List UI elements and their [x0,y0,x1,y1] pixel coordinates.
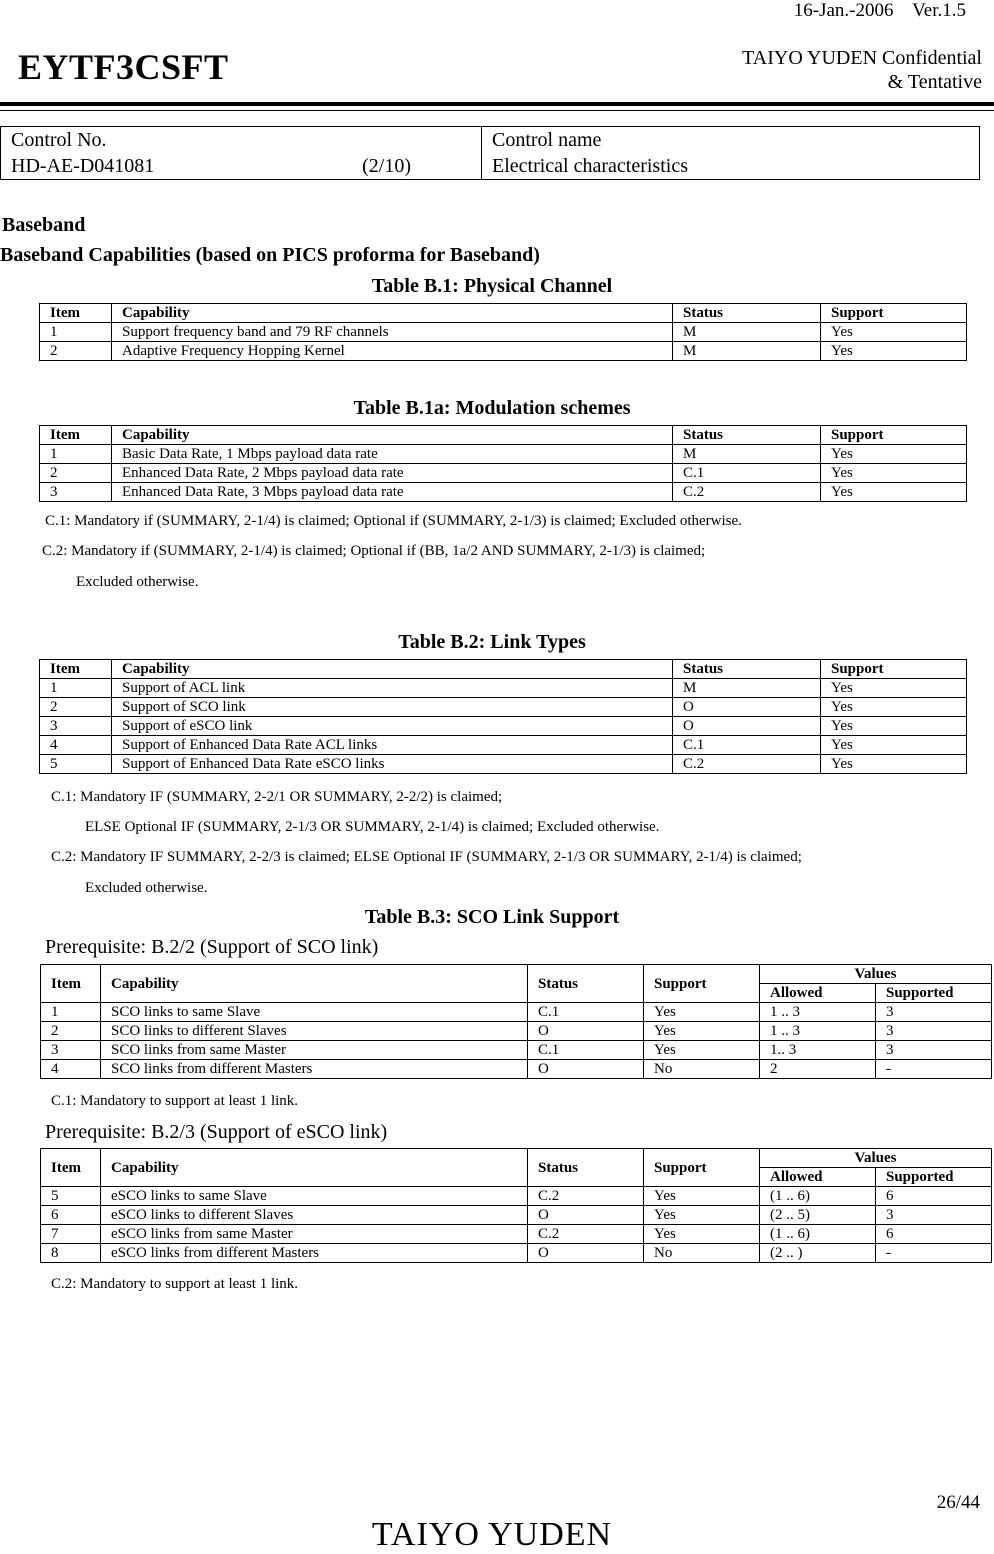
control-name-cell [482,127,980,180]
table-cell: No [644,1244,760,1263]
table-cell: M [673,342,821,361]
table-cell: Yes [821,464,967,483]
header-cell: Support [821,660,967,679]
table-cell: 1 [40,679,112,698]
table-row [40,323,967,342]
table-cell: 6 [876,1187,992,1206]
table-row [41,1244,992,1263]
table-cell: SCO links from same Master [101,1041,528,1060]
table-b1a-title: Table B.1a: Modulation schemes [353,397,631,419]
table-cell: SCO links from different Masters [101,1060,528,1079]
header-cell: Supported [876,984,992,1003]
table-cell: 4 [41,1060,101,1079]
table-cell: Yes [644,1187,760,1206]
table-cell: 1 [40,445,112,464]
table-cell: eSCO links from same Master [101,1225,528,1244]
table-cell: Support of Enhanced Data Rate ACL links [112,736,673,755]
table-cell: 3 [876,1041,992,1060]
table-cell: 1.. 3 [760,1041,876,1060]
header-cell: Allowed [760,984,876,1003]
table-b2-title: Table B.2: Link Types [398,631,586,653]
confidential-line-1: TAIYO YUDEN Confidential [742,47,982,69]
table-cell: 1 .. 3 [760,1022,876,1041]
table-b3-note-c2: C.2: Mandatory to support at least 1 link. [51,1276,299,1292]
table-cell: C.2 [673,483,821,502]
header-cell: Support [821,304,967,323]
header-cell: Values [760,1149,992,1168]
control-number-cell [1,127,482,180]
table-cell: M [673,323,821,342]
control-name-value: Electrical characteristics [492,155,688,177]
table-cell: M [673,679,821,698]
table-cell: 1 .. 3 [760,1003,876,1022]
table-row [41,1187,992,1206]
table-cell: 3 [876,1206,992,1225]
header-cell: Status [673,426,821,445]
header-cell: Capability [101,1149,528,1187]
page-number: 26/44 [936,1492,980,1513]
header-cell: Item [41,1149,101,1187]
table-cell: eSCO links from different Masters [101,1244,528,1263]
table-cell: O [673,698,821,717]
table-cell: Yes [644,1022,760,1041]
footer-company: TAIYO YUDEN [371,1516,613,1553]
confidential-line-2: & Tentative [887,71,982,93]
table-cell: C.2 [528,1225,644,1244]
table-cell: Yes [821,483,967,502]
table-cell: O [528,1022,644,1041]
table-cell: eSCO links to same Slave [101,1187,528,1206]
table-cell: Yes [821,698,967,717]
table-cell: Enhanced Data Rate, 3 Mbps payload data rate [112,483,673,502]
table-b1-title: Table B.1: Physical Channel [371,275,613,297]
header-cell: Support [644,1149,760,1187]
table-cell: 2 [40,698,112,717]
table-cell: 2 [40,464,112,483]
header-cell: Values [760,965,992,984]
table-b3-note-c1: C.1: Mandatory to support at least 1 link. [51,1093,299,1109]
prerequisite-esco: Prerequisite: B.2/3 (Support of eSCO link) [45,1121,388,1143]
table-cell: Yes [821,717,967,736]
table-row [41,1206,992,1225]
table-cell: No [644,1060,760,1079]
table-cell: Adaptive Frequency Hopping Kernel [112,342,673,361]
table-b2-note-c1-cont: ELSE Optional IF (SUMMARY, 2-1/3 OR SUMMARY, 2-1/4) is claimed; Excluded otherwise. [85,819,660,835]
table-cell: - [876,1244,992,1263]
header-cell: Status [673,304,821,323]
table-row [40,736,967,755]
table-cell: Yes [821,445,967,464]
header-cell: Item [40,660,112,679]
header-cell: Capability [112,660,673,679]
table-cell: 2 [40,342,112,361]
table-header-row [40,304,967,323]
table-cell: Basic Data Rate, 1 Mbps payload data rate [112,445,673,464]
table-b1 [39,303,967,361]
header-cell: Item [40,426,112,445]
table-cell: Support of SCO link [112,698,673,717]
table-cell: Support of Enhanced Data Rate eSCO links [112,755,673,774]
table-cell: 3 [40,483,112,502]
section-heading: Baseband [2,214,86,236]
table-cell: (1 .. 6) [760,1187,876,1206]
control-page-fraction: (2/10) [362,155,411,177]
document-id: EYTF3CSFT [18,47,229,87]
table-cell: (2 .. 5) [760,1206,876,1225]
table-cell: 4 [40,736,112,755]
table-cell: M [673,445,821,464]
table-header-row [41,1149,992,1168]
table-cell: O [673,717,821,736]
table-row [40,464,967,483]
table-cell: - [876,1060,992,1079]
table-b1a-note-c2: C.2: Mandatory if (SUMMARY, 2-1/4) is claimed; Optional if (BB, 1a/2 AND SUMMARY, 2-1/3) is claimed; [42,543,706,559]
table-row [41,1041,992,1060]
table-row [40,483,967,502]
table-cell: Yes [644,1206,760,1225]
header-cell: Item [40,304,112,323]
header-cell: Status [528,1149,644,1187]
table-cell: 1 [41,1003,101,1022]
table-cell: Yes [821,755,967,774]
table-b1a-note-c2-cont: Excluded otherwise. [76,574,199,590]
table-cell: 3 [40,717,112,736]
control-no-label: Control No. [11,129,107,151]
table-row [41,1003,992,1022]
control-no-value: HD-AE-D041081 [11,155,155,177]
table-cell: 5 [41,1187,101,1206]
table-cell: Yes [821,323,967,342]
table-cell: 5 [40,755,112,774]
table-cell: O [528,1206,644,1225]
section-subheading: Baseband Capabilities (based on PICS proforma for Baseband) [0,244,540,266]
table-cell: (2 .. ) [760,1244,876,1263]
table-row [41,1225,992,1244]
header-cell: Capability [112,426,673,445]
header-cell: Allowed [760,1168,876,1187]
header-cell: Support [644,965,760,1003]
table-row [41,1022,992,1041]
table-cell: 8 [41,1244,101,1263]
prerequisite-sco: Prerequisite: B.2/2 (Support of SCO link) [45,936,379,958]
table-cell: Yes [644,1003,760,1022]
table-row [40,755,967,774]
table-cell: C.2 [673,755,821,774]
table-header-row [40,660,967,679]
control-name-label: Control name [492,129,602,151]
date-version: 16-Jan.-2006 Ver.1.5 [793,0,966,21]
header-cell: Capability [112,304,673,323]
table-cell: Enhanced Data Rate, 2 Mbps payload data rate [112,464,673,483]
table-cell: 3 [876,1003,992,1022]
table-cell: C.1 [528,1003,644,1022]
table-row [40,717,967,736]
table-cell: Support of ACL link [112,679,673,698]
table-cell: 3 [876,1022,992,1041]
table-b1a [39,425,967,502]
header-rule-thin [0,110,994,111]
control-box [0,126,980,180]
header-cell: Support [821,426,967,445]
table-cell: C.2 [528,1187,644,1206]
table-cell: Yes [644,1041,760,1060]
table-cell: 2 [41,1022,101,1041]
table-cell: 3 [41,1041,101,1060]
table-cell: O [528,1060,644,1079]
table-header-row [41,965,992,984]
table-b3-esco [40,1148,992,1263]
table-row [41,1060,992,1079]
table-row [40,445,967,464]
table-cell: eSCO links to different Slaves [101,1206,528,1225]
table-b2 [39,659,967,774]
table-b2-note-c2: C.2: Mandatory IF SUMMARY, 2-2/3 is claimed; ELSE Optional IF (SUMMARY, 2-1/3 OR SUMMARY, 2-1/4) is claimed; [51,849,802,865]
table-cell: Yes [821,736,967,755]
header-cell: Capability [101,965,528,1003]
table-b3-sco [40,964,992,1079]
table-cell: O [528,1244,644,1263]
table-header-row [40,426,967,445]
header-cell: Supported [876,1168,992,1187]
table-b2-note-c2-cont: Excluded otherwise. [85,880,208,896]
table-cell: SCO links to different Slaves [101,1022,528,1041]
header-cell: Item [41,965,101,1003]
table-cell: 6 [41,1206,101,1225]
table-cell: Support of eSCO link [112,717,673,736]
confidential-notice [742,46,982,94]
table-row [40,342,967,361]
table-row [40,679,967,698]
table-cell: C.1 [528,1041,644,1060]
table-row [40,698,967,717]
table-b1a-note-c1: C.1: Mandatory if (SUMMARY, 2-1/4) is claimed; Optional if (SUMMARY, 2-1/3) is claimed; Excluded otherwise. [45,513,742,529]
table-b3-title: Table B.3: SCO Link Support [364,906,620,928]
table-cell: (1 .. 6) [760,1225,876,1244]
table-cell: Yes [821,679,967,698]
table-cell: 1 [40,323,112,342]
table-cell: Yes [644,1225,760,1244]
table-cell: C.1 [673,736,821,755]
table-cell: Yes [821,342,967,361]
header-cell: Status [673,660,821,679]
header-cell: Status [528,965,644,1003]
header-rule-thick [0,102,994,106]
table-cell: Support frequency band and 79 RF channels [112,323,673,342]
table-cell: 7 [41,1225,101,1244]
table-cell: C.1 [673,464,821,483]
table-cell: 6 [876,1225,992,1244]
table-b2-note-c1: C.1: Mandatory IF (SUMMARY, 2-2/1 OR SUMMARY, 2-2/2) is claimed; [51,789,503,805]
table-cell: 2 [760,1060,876,1079]
table-cell: SCO links to same Slave [101,1003,528,1022]
